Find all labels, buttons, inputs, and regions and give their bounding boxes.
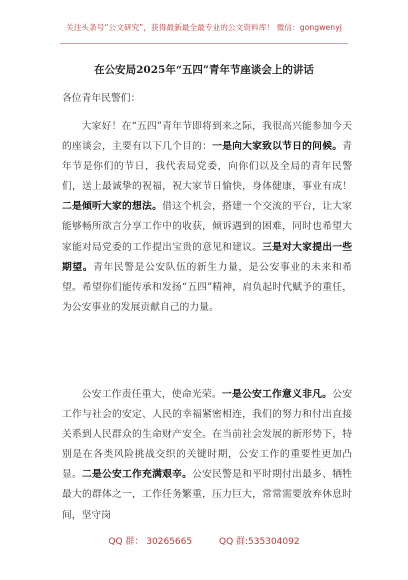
bold-point: 一是公安工作意义非凡。	[221, 389, 333, 400]
bold-point: 二是倾听大家的想法。	[62, 201, 163, 213]
bold-point: 一是向大家致以节日的问候。	[212, 141, 343, 153]
text-run: 青年民警是公安队伍的新生力量，是公安事业的未来和希望。希望你们能传承和发扬“五四”精神，肩负起时代赋予的重任，为公安事业的发展贡献自己的力量。	[62, 261, 353, 313]
paragraph-1	[62, 117, 352, 318]
text-run: 借这个机会，搭建一个交流的平台，让大家能够畅所欲言分享工作中的收获，倾诉遇到的困难，同时也希望大家能对局党委的工作提出宝贵的意见和建议。	[62, 201, 353, 253]
header-divider	[60, 43, 348, 44]
salutation: 各位青年民警们：	[62, 93, 141, 104]
footer-qq-group-1: QQ 群： 30265665	[108, 537, 193, 547]
text-run: 公安工作与社会的安定、人民的幸福紧密相连，我们的努力和付出直接关系到人民群众的生命财产安全。在当前社会发展的新形势下，特别是在各类风险挑战交织的关键时期，公安工作的重要性更加凸显。	[62, 389, 353, 481]
document-title: 在公安局2025年“五四”青年节座谈会上的讲话	[94, 64, 314, 76]
text-run: 公安工作责任重大，使命光荣。	[81, 389, 222, 400]
text-run: 青年节是你们的节日，我代表局党委，向你们以及全局的青年民警们，送上最诚挚的祝福，祝大家节日愉快，身体健康，事业有成！	[62, 141, 353, 193]
bold-point: 二是公安工作充满艰辛。	[82, 469, 193, 481]
paragraph-2	[62, 385, 352, 526]
bold-point: 三是对大家提出一些期望。	[62, 241, 353, 273]
header-banner: 关注头条号“公文研究”，获得最新最全最专业的公文资料库！ 微信：gongwenyj	[66, 23, 342, 32]
text-run: 大家好！在“五四”青年节即将到来之际，我很高兴能参加今天的座谈会，主要有以下几个目的：	[62, 121, 352, 153]
text-run: 公安民警是和平时期付出最多、牺牲最大的群体之一，工作任务繁重，压力巨大，常常需要放弃休息时间，坚守岗	[62, 469, 353, 521]
footer	[0, 534, 408, 547]
footer-qq-group-2: QQ 群:535304092	[218, 537, 300, 547]
